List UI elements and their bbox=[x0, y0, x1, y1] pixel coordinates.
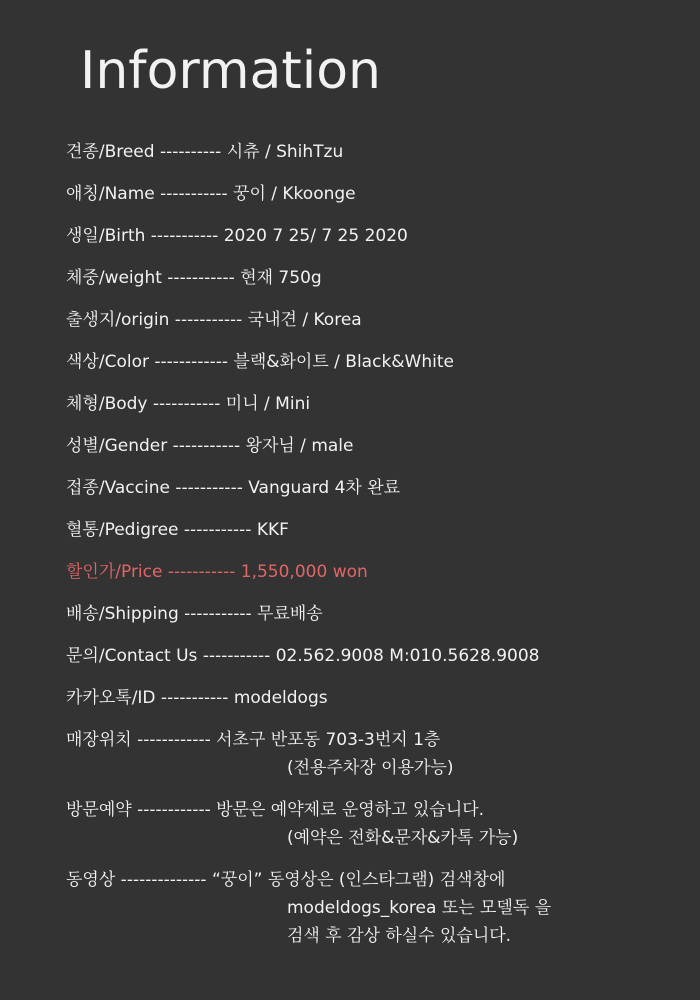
row-value: 미니 / Mini bbox=[225, 394, 311, 414]
video-note: “꿍이” 동영상은 (인스타그램) 검색창에 bbox=[211, 870, 506, 890]
visit-note: 방문은 예약제로 운영하고 있습니다. bbox=[216, 800, 485, 820]
row-dashes: ----------- bbox=[161, 268, 241, 288]
info-row-name bbox=[66, 180, 356, 208]
info-row-location bbox=[66, 726, 454, 778]
row-dashes: ----------- bbox=[197, 646, 276, 666]
info-row-pedigree bbox=[66, 516, 289, 544]
row-dashes: -------------- bbox=[115, 870, 212, 890]
info-row-contact bbox=[66, 642, 539, 670]
row-label: 견종/Breed bbox=[66, 142, 155, 162]
row-value: 현재 750g bbox=[240, 268, 322, 288]
info-row-weight bbox=[66, 264, 322, 292]
contact-phone[interactable]: 02.562.9008 M:010.5628.9008 bbox=[275, 646, 540, 666]
price-value: 1,550,000 won bbox=[240, 562, 368, 582]
row-value: Vanguard 4차 완료 bbox=[248, 478, 401, 498]
row-value: 왕자님 / male bbox=[245, 436, 354, 456]
row-label: 애칭/Name bbox=[66, 184, 155, 204]
row-dashes: ----------- bbox=[169, 478, 249, 498]
row-dashes: ------------ bbox=[131, 730, 217, 750]
row-value: 국내견 / Korea bbox=[247, 310, 362, 330]
row-value: KKF bbox=[256, 520, 289, 540]
info-row-shipping bbox=[66, 600, 323, 628]
info-row-visit bbox=[66, 796, 519, 848]
info-row-body bbox=[66, 390, 310, 418]
row-dashes: ----------- bbox=[178, 604, 258, 624]
row-label: 체중/weight bbox=[66, 268, 162, 288]
visit-reservation-note: (예약은 전화&문자&카톡 가능) bbox=[287, 828, 519, 848]
row-label: 혈통/Pedigree bbox=[66, 520, 179, 540]
row-label: 배송/Shipping bbox=[66, 604, 179, 624]
row-label: 체형/Body bbox=[66, 394, 148, 414]
row-dashes: ---------- bbox=[154, 142, 227, 162]
row-label: 방문예약 bbox=[66, 800, 132, 820]
row-dashes: ----------- bbox=[169, 310, 248, 330]
info-row-color bbox=[66, 348, 454, 376]
location-parking-note: (전용주차장 이용가능) bbox=[287, 758, 454, 778]
row-label: 카카오톡/ID bbox=[66, 688, 156, 708]
row-value: 2020 7 25/ 7 25 2020 bbox=[223, 226, 408, 246]
row-dashes: ------------ bbox=[131, 800, 217, 820]
page-title: Information bbox=[80, 41, 382, 101]
row-dashes: ----------- bbox=[155, 688, 234, 708]
row-label: 색상/Color bbox=[66, 352, 149, 372]
kakao-id[interactable]: modeldogs bbox=[233, 688, 328, 708]
info-row-birth bbox=[66, 222, 408, 250]
row-label: 매장위치 bbox=[66, 730, 132, 750]
row-label: 할인가/Price bbox=[66, 562, 163, 582]
row-label: 성별/Gender bbox=[66, 436, 168, 456]
row-dashes: ------------ bbox=[148, 352, 234, 372]
video-search-note: 검색 후 감상 하실수 있습니다. bbox=[287, 926, 512, 946]
row-label: 문의/Contact Us bbox=[66, 646, 198, 666]
row-dashes: ----------- bbox=[178, 520, 257, 540]
info-row-gender bbox=[66, 432, 353, 460]
video-instagram-account: modeldogs_korea 또는 모델독 을 bbox=[287, 898, 552, 918]
row-dashes: ----------- bbox=[147, 394, 226, 414]
row-dashes: ----------- bbox=[162, 562, 241, 582]
info-row-breed bbox=[66, 138, 343, 166]
info-row-vaccine bbox=[66, 474, 400, 502]
info-row-kakao-id bbox=[66, 684, 328, 712]
row-label: 접종/Vaccine bbox=[66, 478, 170, 498]
row-value: 시츄 / ShihTzu bbox=[226, 142, 344, 162]
row-value: 블랙&화이트 / Black&White bbox=[233, 352, 454, 372]
location-address: 서초구 반포동 703-3번지 1층 bbox=[216, 730, 441, 750]
row-label: 생일/Birth bbox=[66, 226, 146, 246]
row-label: 출생지/origin bbox=[66, 310, 170, 330]
info-row-video bbox=[66, 866, 552, 946]
info-row-price bbox=[66, 558, 368, 586]
row-label: 동영상 bbox=[66, 870, 116, 890]
info-row-origin bbox=[66, 306, 362, 334]
row-dashes: ----------- bbox=[154, 184, 234, 204]
row-dashes: ----------- bbox=[167, 436, 246, 456]
row-value: 꿍이 / Kkoonge bbox=[233, 184, 356, 204]
row-dashes: ----------- bbox=[145, 226, 224, 246]
row-value: 무료배송 bbox=[257, 604, 323, 624]
